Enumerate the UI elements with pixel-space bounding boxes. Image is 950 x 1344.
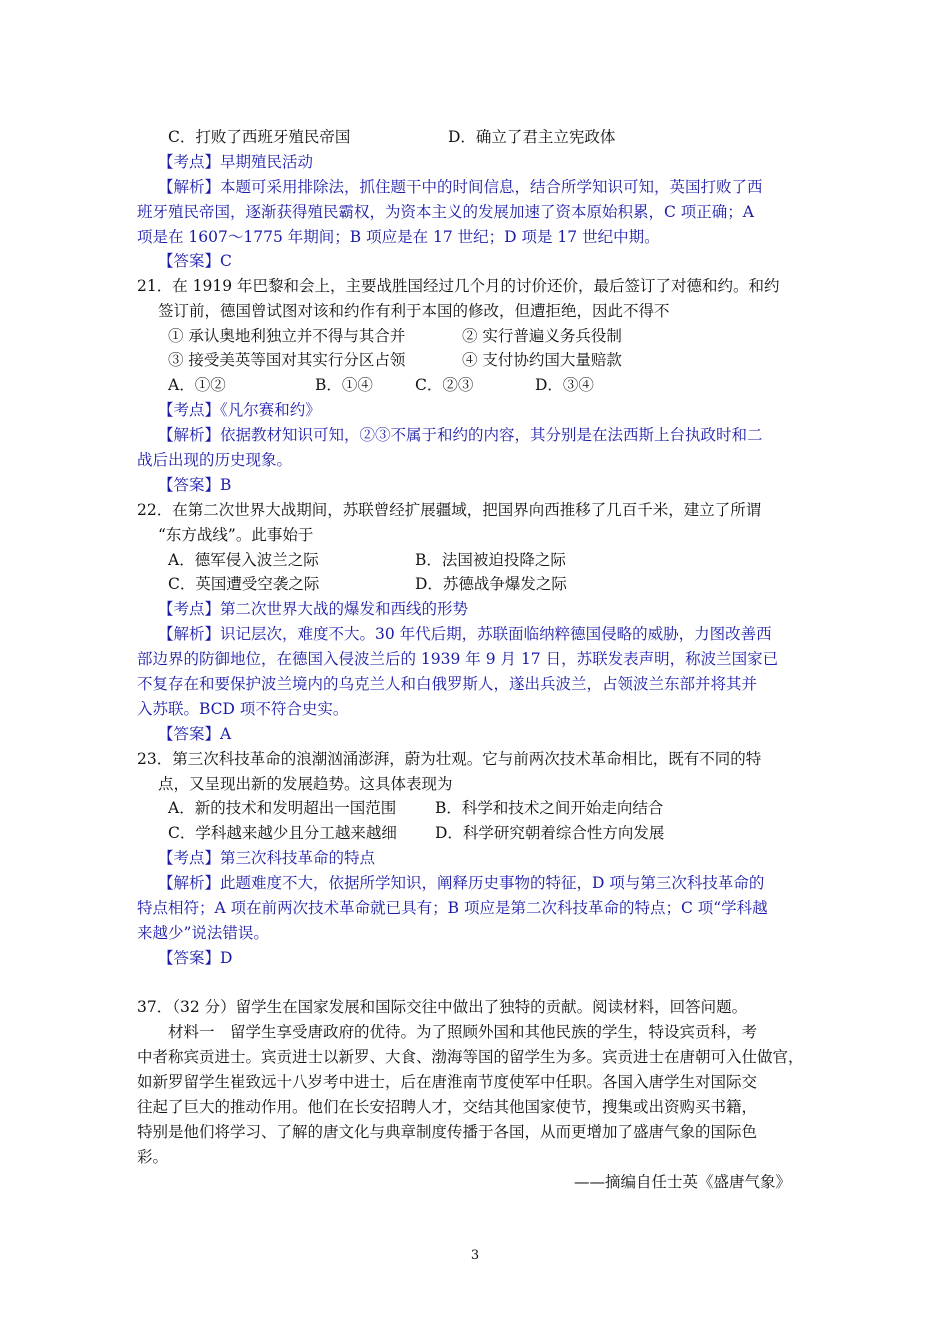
q20-jiexi-line: 班牙殖民帝国，逐渐获得殖民霸权，为资本主义的发展加速了资本原始积累，C 项正确；A	[137, 203, 754, 221]
q23-jiexi-line: 特点相符；A 项在前两次技术革命就已具有；B 项应是第二次科技革命的特点；C 项“学科越	[137, 899, 768, 917]
q21-item: ① 承认奥地利独立并不得与其合并	[168, 327, 406, 345]
q23-option-a: A．新的技术和发明超出一国范围	[168, 799, 397, 817]
q22-jiexi-line: 不复存在和要保护波兰境内的乌克兰人和白俄罗斯人，遂出兵波兰，占领波兰东部并将其并	[137, 675, 758, 693]
q20-kaodian: 【考点】早期殖民活动	[158, 153, 314, 171]
q22-jiexi-line: 【解析】识记层次，难度不大。30 年代后期，苏联面临纳粹德国侵略的威胁，力图改善西	[158, 625, 772, 643]
q37-material-line: 特别是他们将学习、了解的唐文化与典章制度传播于各国，从而更增加了盛唐气象的国际色	[137, 1123, 758, 1141]
q21-stem-line: 签订前，德国曾试图对该和约作有利于本国的修改，但遭拒绝，因此不得不	[158, 302, 670, 320]
q22-stem-line: 22．在第二次世界大战期间，苏联曾经扩展疆域，把国界向西推移了几百千米，建立了所谓	[137, 501, 762, 519]
q23-kaodian: 【考点】第三次科技革命的特点	[158, 849, 376, 867]
q21-item: ④ 支付协约国大量赔款	[462, 351, 622, 369]
q22-option-a: A．德军侵入波兰之际	[168, 551, 319, 569]
q20-jiexi-line: 项是在 1607～1775 年期间；B 项应是在 17 世纪；D 项是 17 世纪中期。	[137, 228, 660, 246]
q21-option-c: C．②③	[415, 376, 474, 394]
q21-jiexi-line: 战后出现的历史现象。	[137, 451, 293, 469]
q21-kaodian: 【考点】《凡尔赛和约》	[158, 401, 321, 419]
q37-source: ——摘编自任士英《盛唐气象》	[574, 1173, 792, 1191]
q22-daan: 【答案】A	[158, 725, 232, 743]
q21-option-a: A．①②	[168, 376, 226, 394]
q21-item: ② 实行普遍义务兵役制	[462, 327, 622, 345]
q21-stem-line: 21．在 1919 年巴黎和会上，主要战胜国经过几个月的讨价还价，最后签订了对德和约。和约	[137, 277, 780, 295]
q21-option-b: B．①④	[315, 376, 373, 394]
q20-daan: 【答案】C	[158, 252, 232, 270]
q22-option-b: B．法国被迫投降之际	[415, 551, 566, 569]
q37-material-line: 彩。	[137, 1148, 169, 1166]
q21-option-d: D．③④	[535, 376, 594, 394]
q23-daan: 【答案】D	[158, 949, 233, 967]
q21-jiexi-line: 【解析】依据教材知识可知，②③不属于和约的内容，其分别是在法西斯上台执政时和二	[158, 426, 763, 444]
q37-material-line: 材料一 留学生享受唐政府的优待。为了照顾外国和其他民族的学生，特设宾贡科，考	[168, 1023, 758, 1041]
q22-stem-line: “东方战线”。此事始于	[158, 526, 314, 544]
q23-stem-line: 23．第三次科技革命的浪潮汹涌澎湃，蔚为壮观。它与前两次技术革命相比，既有不同的特	[137, 750, 762, 768]
q37-material-line: 如新罗留学生崔致远十八岁考中进士，后在唐淮南节度使军中任职。各国入唐学生对国际交	[137, 1073, 758, 1091]
q21-daan: 【答案】B	[158, 476, 232, 494]
q22-jiexi-line: 入苏联。BCD 项不符合史实。	[137, 700, 349, 718]
q23-option-c: C．学科越来越少且分工越来越细	[168, 824, 397, 842]
q22-kaodian: 【考点】第二次世界大战的爆发和西线的形势	[158, 600, 469, 618]
q37-material-line: 往起了巨大的推动作用。他们在长安招聘人才，交结其他国家使节，搜集或出资购买书籍，	[137, 1098, 758, 1116]
page-number: 3	[470, 1248, 480, 1263]
q20-option-d: D．确立了君主立宪政体	[448, 128, 616, 146]
q23-option-d: D．科学研究朝着综合性方向发展	[435, 824, 665, 842]
q23-stem-line: 点，又呈现出新的发展趋势。这具体表现为	[158, 775, 453, 793]
q37-stem: 37．（32 分）留学生在国家发展和国际交往中做出了独特的贡献。阅读材料，回答问题。	[137, 998, 748, 1016]
q20-jiexi-line: 【解析】本题可采用排除法，抓住题干中的时间信息，结合所学知识可知，英国打败了西	[158, 178, 763, 196]
q22-option-c: C．英国遭受空袭之际	[168, 575, 320, 593]
q23-jiexi-line: 来越少”说法错误。	[137, 924, 269, 942]
q23-option-b: B．科学和技术之间开始走向结合	[435, 799, 664, 817]
q37-material-line: 中者称宾贡进士。宾贡进士以新罗、大食、渤海等国的留学生为多。宾贡进士在唐朝可入仕做官，	[137, 1048, 804, 1066]
q21-item: ③ 接受美英等国对其实行分区占领	[168, 351, 406, 369]
q22-jiexi-line: 部边界的防御地位，在德国入侵波兰后的 1939 年 9 月 17 日，苏联发表声明，称波兰国家已	[137, 650, 779, 668]
q20-option-c: C．打败了西班牙殖民帝国	[168, 128, 351, 146]
q22-option-d: D．苏德战争爆发之际	[415, 575, 567, 593]
q23-jiexi-line: 【解析】此题难度不大，依据所学知识，阐释历史事物的特征，D 项与第三次科技革命的	[158, 874, 765, 892]
